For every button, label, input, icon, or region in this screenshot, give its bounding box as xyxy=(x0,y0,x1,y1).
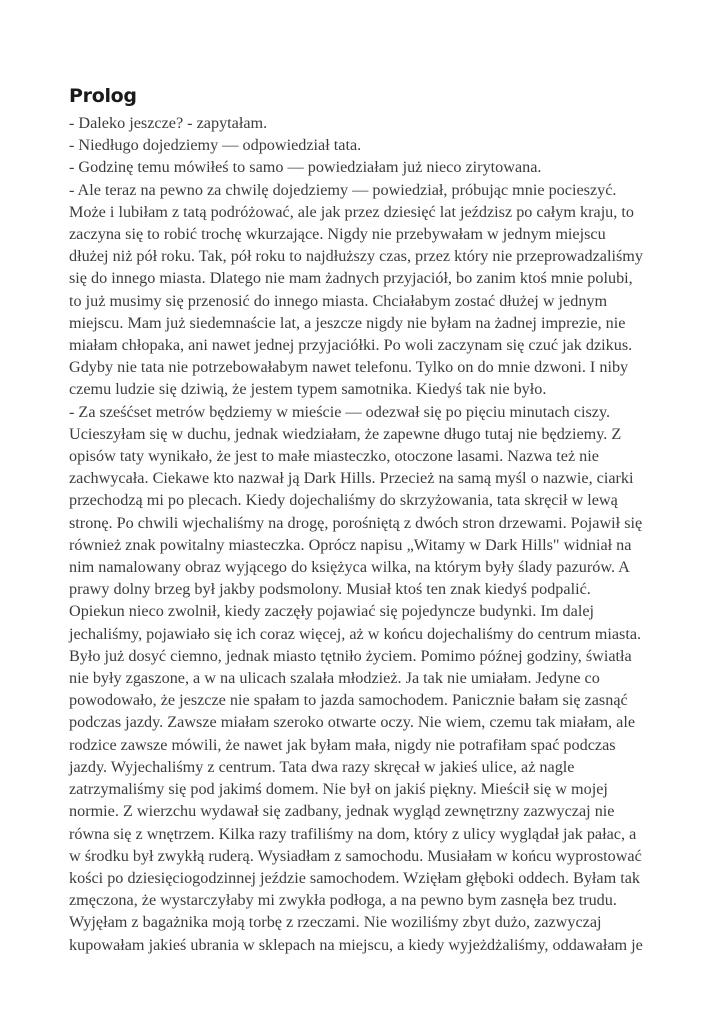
text-line: zmęczona, że wystarczyłaby mi zwykła podłoga, a na pewno bym zasnęła bez trudu. xyxy=(69,891,617,910)
text-line: opisów taty wynikało, że jest to małe miasteczko, otoczone lasami. Nazwa też nie xyxy=(69,447,599,466)
text-line: - Za sześćset metrów będziemy w mieście — odezwał się po pięciu minutach ciszy. xyxy=(69,402,611,421)
text-line: Gdyby nie tata nie potrzebowałabym nawet telefonu. Tylko on do mnie dzwoni. I niby xyxy=(69,358,629,377)
chapter-title: Prolog xyxy=(69,85,137,107)
text-line: zaczyna się to robić trochę wkurzające. Nigdy nie przebywałam w jednym miejscu xyxy=(69,225,606,244)
text-line: to już musimy się przenosić do innego miasta. Chciałabym zostać dłużej w jednym xyxy=(69,291,608,310)
text-line: nim namalowany obraz wyjącego do księżyca wilka, na którym były ślady pazurów. A xyxy=(69,558,630,577)
chapter-body xyxy=(69,112,669,956)
text-line: w środku był zwykłą ruderą. Wysiadłam z samochodu. Musiałam w końcu wyprostować xyxy=(69,846,642,865)
text-line: - Godzinę temu mówiłeś to samo — powiedziałam już nieco zirytowana. xyxy=(69,158,542,177)
text-line: Wyjęłam z bagażnika moją torbę z rzeczami. Nie woziliśmy zbyt dużo, zazwyczaj xyxy=(69,913,602,932)
text-line: zatrzymaliśmy się pod jakimś domem. Nie był on jakiś piękny. Mieścił się w mojej xyxy=(69,780,608,799)
text-line: zachwycała. Ciekawe kto nazwał ją Dark Hills. Przecież na samą myśl o nazwie, ciarki xyxy=(69,469,634,488)
text-line: równa się z wnętrzem. Kilka razy trafiliśmy na dom, który z ulicy wyglądał jak pałac, a xyxy=(69,824,637,843)
text-line: nie były zgaszone, a w na ulicach szalała młodzież. Ja tak nie umiałam. Jedyne co xyxy=(69,669,600,688)
text-line: jechaliśmy, pojawiało się ich coraz więcej, aż w końcu dojechaliśmy do centrum miasta. xyxy=(69,624,642,643)
text-line: powodowało, że jeszcze nie spałam to jazda samochodem. Panicznie bałam się zasnąć xyxy=(69,691,628,710)
text-line: czemu ludzie się dziwią, że jestem typem samotnika. Kiedyś tak nie było. xyxy=(69,380,547,399)
text-line: Było już dosyć ciemno, jednak miasto tętniło życiem. Pomimo późnej godziny, światła xyxy=(69,646,632,665)
text-line: rodzice zawsze mówili, że nawet jak byłam mała, nigdy nie potrafiłam spać podczas xyxy=(69,735,616,754)
text-line: Opiekun nieco zwolnił, kiedy zaczęły pojawiać się pojedyncze budynki. Im dalej xyxy=(69,602,595,621)
text-line: - Niedługo dojedziemy — odpowiedział tata. xyxy=(69,136,362,155)
text-line: Może i lubiłam z tatą podróżować, ale jak przez dziesięć lat jeździsz po całym kraju, to xyxy=(69,202,634,221)
text-line: miałam chłopaka, ani nawet jednej przyjaciółki. Po woli zaczynam się czuć jak dzikus. xyxy=(69,336,633,355)
text-line: podczas jazdy. Zawsze miałam szeroko otwarte oczy. Nie wiem, czemu tak miałam, ale xyxy=(69,713,636,732)
text-line: się do innego miasta. Dlatego nie mam żadnych przyjaciół, bo zanim ktoś mnie polubi, xyxy=(69,269,633,288)
text-line: stronę. Po chwili wjechaliśmy na drogę, porośniętą z dwóch stron drzewami. Pojawił się xyxy=(69,513,643,532)
text-line: - Ale teraz na pewno za chwilę dojedziemy — powiedział, próbując mnie pocieszyć. xyxy=(69,180,617,199)
text-line: kupowałam jakieś ubrania w sklepach na miejscu, a kiedy wyjeżdżaliśmy, oddawałam je xyxy=(69,935,643,954)
text-line: prawy dolny brzeg był jakby podsmolony. Musiał ktoś ten znak kiedyś podpalić. xyxy=(69,580,591,599)
text-line: miejscu. Mam już siedemnaście lat, a jeszcze nigdy nie byłam na żadnej imprezie, nie xyxy=(69,313,626,332)
text-line: jazdy. Wyjechaliśmy z centrum. Tata dwa razy skręcał w jakieś ulice, aż nagle xyxy=(69,757,575,776)
text-line: kości po dziesięciogodzinnej jeździe samochodem. Wzięłam głęboki oddech. Byłam tak xyxy=(69,868,641,887)
text-line: Ucieszyłam się w duchu, jednak wiedziałam, że zapewne długo tutaj nie będziemy. Z xyxy=(69,424,622,443)
text-line: przechodzą mi po plecach. Kiedy dojechaliśmy do skrzyżowania, tata skręcił w lewą xyxy=(69,491,618,510)
text-line: dłużej niż pół roku. Tak, pół roku to najdłuższy czas, przez który nie przeprowadzaliśmy xyxy=(69,247,643,266)
text-line: również znak powitalny miasteczka. Oprócz napisu „Witamy w Dark Hills" widniał na xyxy=(69,535,632,554)
text-line: normie. Z wierzchu wydawał się zadbany, jednak wygląd zewnętrzny zazwyczaj nie xyxy=(69,802,615,821)
text-line: - Daleko jeszcze? - zapytałam. xyxy=(69,114,268,132)
